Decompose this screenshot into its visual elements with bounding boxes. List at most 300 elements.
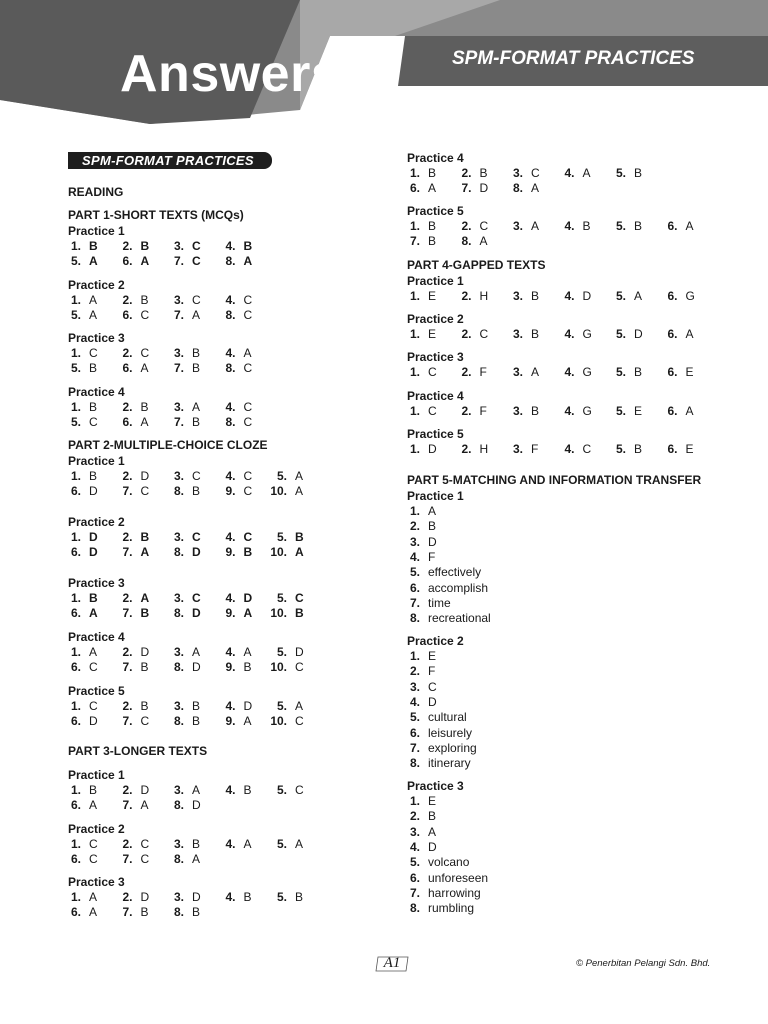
answer-item [165,798,201,812]
answer-number: 1. [409,404,420,418]
answer-item [504,404,539,418]
answer-value: C [140,837,150,851]
answer-value: C [243,293,253,307]
answer-item [62,783,97,797]
answer-number: 3. [512,166,523,180]
answer-item [114,783,150,797]
answer-value: B [192,484,201,498]
answer-value: D [192,798,201,812]
answer-item [165,545,201,559]
answer-item [504,219,539,233]
answer-number: 6. [667,404,678,418]
answer-item [504,327,539,341]
answer-item [217,400,253,414]
answer-number: 3. [173,400,184,414]
practice-label: Practice 3 [68,576,125,590]
answer-item [217,293,253,307]
answer-item [114,645,150,659]
part-heading: PART 5-MATCHING AND INFORMATION TRANSFER [407,473,702,487]
answer-value: H [479,289,489,303]
answer-value: C [192,254,201,268]
answer-value: C [428,365,437,379]
answer-number: 1. [70,346,81,360]
answer-value: A [89,905,98,919]
answer-value: F [428,549,436,564]
answer-value: A [140,254,150,268]
answer-item [217,361,253,375]
answer-number: 2. [122,469,133,483]
answer-value: A [89,798,98,812]
answer-number: 6. [122,254,133,268]
answer-number: 4. [225,890,236,904]
answer-number: 3. [173,346,184,360]
answer-value: G [582,327,592,341]
answer-number: 1. [70,699,81,713]
answer-value: B [140,530,150,544]
practice-label: Practice 4 [407,151,464,165]
answer-item [268,530,304,544]
answer-number: 2. [122,837,133,851]
answer-number: 8. [173,714,184,728]
answer-item [62,606,98,620]
answer-item [62,591,98,605]
answer-number: 9. [225,545,236,559]
answer-item [217,484,253,498]
answer-item [165,852,200,866]
answer-number: 2. [122,890,133,904]
answer-number: 7. [409,595,420,610]
answer-item [401,695,437,709]
practice-label: Practice 1 [68,454,125,468]
part-heading: PART 1-SHORT TEXTS (MCQs) [68,208,244,222]
answer-value: E [634,404,643,418]
answer-item [114,660,149,674]
answer-value: A [295,699,304,713]
answer-item [62,469,97,483]
answer-item [453,404,487,418]
answer-number: 5. [276,890,287,904]
answer-number: 5. [615,166,626,180]
answer-value: D [428,534,437,549]
answer-number: 2. [461,404,472,418]
answer-item [217,783,252,797]
answer-item [401,825,436,839]
practice-label: Practice 2 [68,515,125,529]
practice-label: Practice 3 [68,331,125,345]
answer-number: 2. [461,289,472,303]
answer-number: 4. [564,327,575,341]
answer-value: A [243,254,253,268]
answer-number: 3. [512,289,523,303]
answer-value: E [428,794,437,808]
answer-item [268,714,304,728]
answer-item [504,365,539,379]
answer-item [401,289,436,303]
practice-label: Practice 4 [407,389,464,403]
answer-number: 1. [409,327,420,341]
section-pill: SPM-FORMAT PRACTICES [68,152,272,169]
answer-number: 4. [409,549,420,564]
answer-number: 7. [409,740,420,755]
answer-number: 5. [615,365,626,379]
answer-number: 8. [461,234,472,248]
answer-item [165,660,201,674]
answer-value: cultural [428,710,467,725]
answer-number: 7. [122,852,133,866]
answer-item [504,289,539,303]
answer-item [401,794,436,808]
answer-item [217,545,253,559]
answer-value: E [428,289,437,303]
answer-value: B [140,400,149,414]
answer-number: 8. [225,415,236,429]
answer-number: 8. [225,254,236,268]
answer-value: C [192,293,201,307]
answer-number: 2. [122,783,133,797]
answer-item [62,837,98,851]
answer-number: 2. [122,346,133,360]
answer-number: 1. [70,837,81,851]
answer-item [401,756,471,770]
answer-value: D [89,714,98,728]
answer-value: C [243,400,253,414]
answer-item [607,166,642,180]
answer-value: D [243,699,253,713]
practice-label: Practice 2 [68,278,125,292]
answer-item [453,219,489,233]
answer-item [401,649,436,663]
answer-number: 2. [461,442,472,456]
answer-item [62,484,98,498]
answer-value: B [243,239,253,253]
answer-number: 2. [409,519,420,534]
answer-item [114,852,150,866]
answer-item [401,327,436,341]
answer-item [217,530,253,544]
answer-value: B [89,783,98,797]
answer-item [401,664,435,678]
answer-value: A [243,346,252,360]
practice-label: Practice 5 [407,204,464,218]
answer-item [556,327,592,341]
answer-value: B [192,837,201,851]
answer-value: G [582,365,592,379]
answer-value: D [192,660,201,674]
answer-item [504,442,538,456]
answer-item [114,254,150,268]
answer-number: 2. [122,530,133,544]
answer-item [62,699,98,713]
answer-number: 2. [122,293,133,307]
answer-item [556,289,592,303]
answer-item [401,365,437,379]
answer-value: F [531,442,539,456]
answer-number: 8. [173,852,184,866]
answer-number: 6. [409,181,420,195]
answer-number: 6. [122,415,133,429]
answer-item [114,699,149,713]
answer-value: D [89,530,98,544]
answer-number: 4. [225,699,236,713]
answer-value: B [428,219,437,233]
answer-number: 4. [225,293,236,307]
answer-value: C [243,469,253,483]
answer-item [114,293,149,307]
answer-number: 3. [409,679,420,694]
practice-label: Practice 2 [407,634,464,648]
answer-item [401,809,436,823]
answer-value: D [582,289,592,303]
answer-value: D [89,484,98,498]
answer-item [217,415,253,429]
answer-number: 5. [615,442,626,456]
answer-number: 3. [173,469,184,483]
answer-value: B [192,415,201,429]
answer-item [165,606,201,620]
answer-number: 2. [461,166,472,180]
answer-number: 7. [122,545,133,559]
answer-value: C [428,679,437,694]
answer-item [217,660,252,674]
answer-item [401,404,437,418]
answer-value: B [192,699,201,713]
answer-number: 8. [173,905,184,919]
answer-number: 4. [564,166,575,180]
answer-value: B [531,289,540,303]
answer-item [401,535,437,549]
answer-number: 8. [173,798,184,812]
answer-value: F [479,404,487,418]
answer-item [401,871,488,885]
practice-label: Practice 1 [68,768,125,782]
answer-number: 5. [615,404,626,418]
answer-value: C [89,699,98,713]
answer-item [217,645,252,659]
answer-number: 4. [225,837,236,851]
answer-item [453,365,487,379]
part-heading: PART 3-LONGER TEXTS [68,744,208,758]
answer-item [268,484,303,498]
answer-value: E [428,327,437,341]
page-number: A1 [374,955,410,973]
answer-number: 1. [409,365,420,379]
answer-number: 4. [409,839,420,854]
answer-number: 2. [409,664,420,679]
answer-number: 5. [409,565,420,580]
answer-number: 4. [225,469,236,483]
answer-value: C [295,660,304,674]
copyright-notice: © Penerbitan Pelangi Sdn. Bhd. [576,958,711,969]
answer-item [401,741,477,755]
answer-item [453,181,489,195]
answer-item [62,254,98,268]
answer-item [268,660,304,674]
answer-number: 6. [667,365,678,379]
answer-number: 9. [225,660,236,674]
answer-number: 1. [70,239,81,253]
answer-number: 7. [173,361,184,375]
answer-number: 8. [512,181,523,195]
answer-value: A [89,293,98,307]
answer-item [556,166,591,180]
answer-value: C [243,484,253,498]
answer-value: C [89,852,98,866]
answer-value: B [634,442,643,456]
answer-value: B [89,400,98,414]
answer-number: 8. [173,545,184,559]
answer-number: 4. [225,530,236,544]
answer-value: B [428,234,437,248]
answer-value: D [428,694,437,709]
answer-value: A [243,714,252,728]
answer-value: A [192,645,201,659]
answer-number: 6. [667,289,678,303]
answer-item [401,166,436,180]
answer-number: 8. [409,756,420,771]
answer-value: A [89,645,98,659]
answer-value: A [89,890,98,904]
header-subtitle: SPM-FORMAT PRACTICES [452,48,695,69]
answer-number: 5. [70,254,81,268]
answer-value: A [140,545,150,559]
answer-number: 4. [225,239,236,253]
answer-value: C [140,484,150,498]
answer-value: A [89,254,98,268]
answer-value: C [140,346,150,360]
answer-value: effectively [428,565,482,580]
answer-value: B [428,809,437,824]
answer-item [268,699,303,713]
answer-value: A [685,219,694,233]
answer-item [62,852,98,866]
practice-label: Practice 5 [68,684,125,698]
answer-item [114,415,149,429]
answer-number: 9. [225,606,236,620]
answer-item [556,219,591,233]
answer-item [217,606,253,620]
answer-item [114,591,150,605]
answer-value: C [192,239,201,253]
answer-value: E [685,365,694,379]
answer-number: 1. [409,504,420,518]
answer-number: 7. [122,606,133,620]
answer-number: 3. [173,783,184,797]
answer-item [165,714,200,728]
answer-number: 4. [225,783,236,797]
answer-item [165,254,201,268]
answer-item [401,234,436,248]
answer-item [659,327,694,341]
answer-value: D [140,783,150,797]
answer-item [62,714,98,728]
answer-value: time [428,595,451,610]
part-heading: PART 2-MULTIPLE-CHOICE CLOZE [68,438,268,452]
answer-value: C [582,442,592,456]
answer-value: A [89,606,98,620]
answer-value: B [531,404,540,418]
answer-value: A [531,181,540,195]
practice-label: Practice 3 [407,350,464,364]
answer-number: 1. [409,442,420,456]
answer-value: D [140,645,150,659]
answer-value: B [89,361,98,375]
reading-heading: READING [68,185,124,199]
answer-value: D [243,591,253,605]
answer-item [401,504,436,518]
practice-label: Practice 2 [407,312,464,326]
answer-value: B [89,239,98,253]
answer-value: A [192,852,201,866]
answer-number: 7. [122,714,133,728]
answer-value: A [192,400,201,414]
answer-item [62,905,97,919]
answer-item [659,404,694,418]
answer-value: C [531,166,540,180]
answer-item [217,239,253,253]
answer-item [217,714,252,728]
answer-number: 2. [461,365,472,379]
answer-number: 8. [225,308,236,322]
answer-item [401,442,437,456]
answer-item [62,239,98,253]
answer-number: 2. [122,239,133,253]
answer-value: A [428,824,437,839]
answer-item [453,327,489,341]
answer-value: accomplish [428,580,489,595]
answer-item [217,254,253,268]
answer-value: D [140,890,150,904]
answer-value: harrowing [428,885,481,900]
answer-item [607,327,643,341]
answer-number: 6. [70,660,81,674]
answer-number: 5. [276,837,287,851]
answer-value: C [89,837,98,851]
page-header [0,0,768,130]
answer-number: 6. [409,870,420,885]
answer-item [114,239,150,253]
answer-number: 5. [276,469,287,483]
answer-value: B [89,591,98,605]
answer-number: 7. [409,234,420,248]
answer-value: B [428,166,437,180]
answer-number: 5. [409,855,420,870]
answer-item [165,837,200,851]
answer-number: 3. [173,699,184,713]
answer-item [268,837,303,851]
answer-value: C [192,530,201,544]
answer-value: A [243,645,252,659]
answer-number: 1. [70,469,81,483]
answer-item [268,469,303,483]
answer-value: B [140,699,149,713]
answer-number: 1. [70,400,81,414]
answer-number: 2. [461,219,472,233]
answer-value: A [295,484,304,498]
answer-item [401,840,437,854]
answer-item [556,365,592,379]
answer-number: 3. [512,404,523,418]
answer-value: H [479,442,489,456]
answer-value: B [295,606,304,620]
answer-number: 6. [70,714,81,728]
answer-value: A [140,415,149,429]
answer-value: B [243,545,253,559]
answer-number: 7. [173,254,184,268]
answer-number: 10. [270,714,287,728]
answer-item [504,166,540,180]
answer-item [453,442,489,456]
answer-number: 7. [409,885,420,900]
